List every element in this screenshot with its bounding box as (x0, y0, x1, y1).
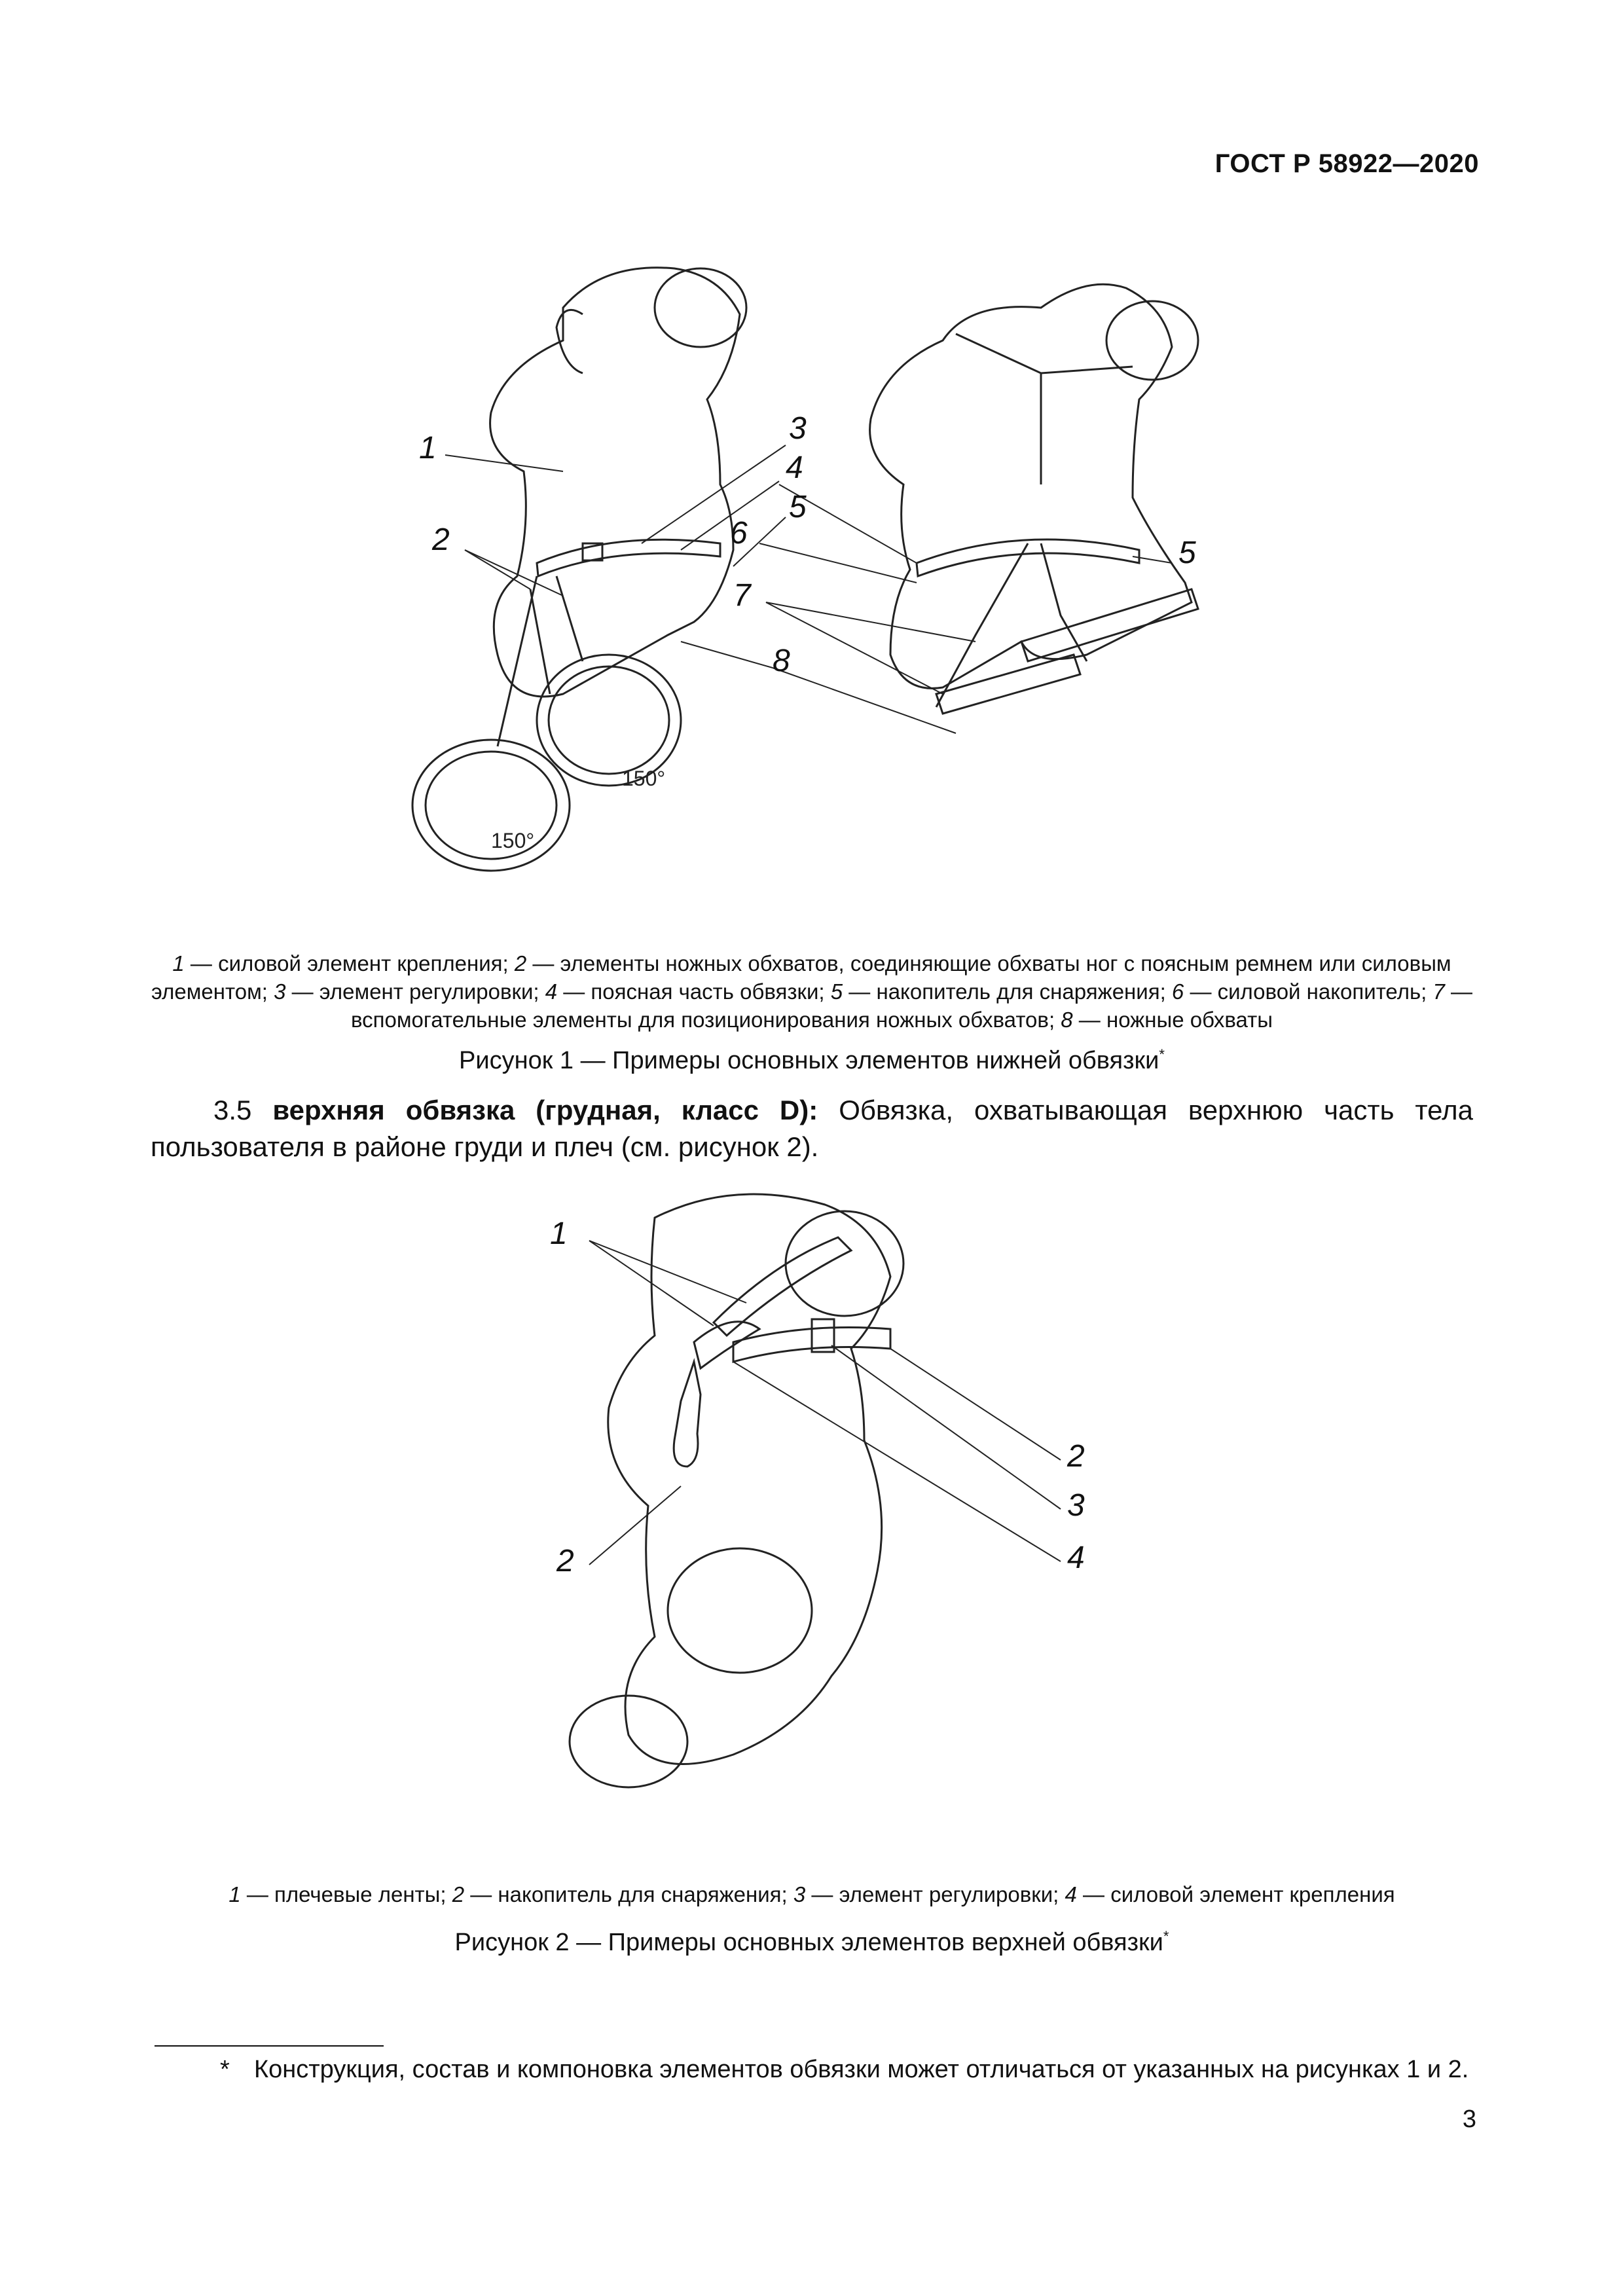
fig1-angle-right: 150° (622, 767, 666, 790)
fig1-callout-5: 5 (789, 490, 807, 524)
fig2-callout-2: 2 (1067, 1439, 1085, 1474)
fig2-callout-2b: 2 (556, 1544, 574, 1578)
lower-harness-drawing (367, 236, 1257, 917)
fig2-callout-4: 4 (1067, 1540, 1085, 1575)
footnote-divider (155, 2045, 384, 2047)
figure-2-legend: 1 — плечевые ленты; 2 — накопитель для снаряжения; 3 — элемент регулировки; 4 — силовой элемент крепления (228, 1882, 1395, 1906)
fig2-callout-1: 1 (550, 1216, 568, 1251)
upper-harness-drawing (524, 1178, 1113, 1807)
fig1-callout-8: 8 (773, 644, 790, 678)
section-3-5-paragraph (151, 1092, 1473, 1165)
section-term: верхняя обвязка (грудная, класс D): (272, 1095, 818, 1125)
figure-1-illustration (367, 236, 1257, 917)
fig1-angle-left: 150° (491, 829, 535, 852)
fig1-callout-6: 6 (730, 516, 748, 551)
footnote-mark: * (220, 2056, 230, 2083)
fig1-callout-4: 4 (786, 450, 803, 485)
page-number: 3 (1462, 2105, 1476, 2133)
fig1-callout-5b: 5 (1178, 536, 1196, 570)
figure-1-caption: Рисунок 1 — Примеры основных элементов нижней обвязки* (459, 1046, 1165, 1074)
fig1-callout-3: 3 (789, 411, 807, 446)
figure-2-illustration (524, 1178, 1113, 1807)
section-text: Обвязка, охватывающая верхнюю часть тела пользователя в районе груди и плеч (см. рисунок 2). (151, 1095, 1474, 1162)
fig1-callout-7: 7 (733, 578, 751, 613)
figure-2-caption: Рисунок 2 — Примеры основных элементов верхней обвязки* (454, 1928, 1169, 1956)
fig2-callout-3: 3 (1067, 1488, 1085, 1523)
document-id-header: ГОСТ Р 58922—2020 (1214, 149, 1479, 178)
fig1-callout-2: 2 (432, 522, 450, 557)
footnote-text: Конструкция, состав и компоновка элементов обвязки может отличаться от указанных на рисунках 1 и 2. (254, 2056, 1469, 2083)
fig1-callout-1: 1 (419, 431, 437, 465)
figure-1-legend: 1 — силовой элемент крепления; 2 — элементы ножных обхватов, соединяющие обхваты ног с поясным ремнем или силовым элементом; 3 — элемент регулировки; 4 — поясная часть обвязки; 5 — накопитель для снаряжения; 6 — силовой накопитель; 7 — вспомогательные элементы для позиционирования ножных обхватов; 8 — ножные обхваты (151, 951, 1473, 1032)
footnote (220, 2056, 1469, 2084)
section-number: 3.5 (213, 1095, 252, 1125)
